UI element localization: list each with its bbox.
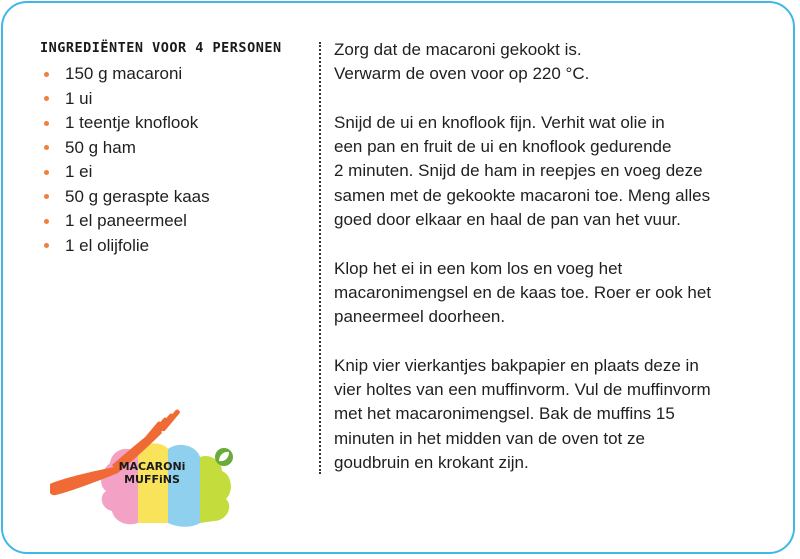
bullet-icon: [44, 145, 49, 150]
ingredient-item: 50 g geraspte kaas: [36, 185, 306, 210]
bullet-icon: [44, 72, 49, 77]
bullet-icon: [44, 121, 49, 126]
instruction-paragraph: Klop het ei in een kom los en voeg het macaronimengsel en de kaas toe. Roer er ook het paneermeel doorheen.: [334, 258, 712, 327]
instructions-section: [334, 38, 784, 500]
ingredient-item: 1 ei: [36, 160, 306, 185]
ingredient-item: 50 g ham: [36, 136, 306, 161]
bullet-icon: [44, 219, 49, 224]
leaf-icon: [215, 448, 233, 466]
ingredient-item: 1 teentje knoflook: [36, 111, 306, 136]
bullet-icon: [44, 170, 49, 175]
ingredient-item: 1 el paneermeel: [36, 209, 306, 234]
bullet-icon: [44, 194, 49, 199]
ingredient-item: 1 el olijfolie: [36, 234, 306, 259]
logo-title: MACARONi MUFFiNS: [118, 460, 186, 486]
instruction-paragraph: Zorg dat de macaroni gekookt is. Verwarm de oven voor op 220 °C.: [334, 40, 590, 84]
ingredients-title: INGREDIËNTEN VOOR 4 PERSONEN: [40, 40, 282, 56]
bullet-icon: [44, 243, 49, 248]
ingredients-list: [36, 62, 306, 258]
instruction-paragraph: Knip vier vierkantjes bakpapier en plaats deze in vier holtes van een muffinvorm. Vul de muffinvorm met het macaronimengsel. Bak de muffins 15 minuten in het midden van de oven tot ze goudbruin en krokant zijn.: [334, 355, 711, 473]
blob-green: [200, 456, 231, 523]
ingredients-section: [36, 40, 306, 258]
dotted-divider: [319, 42, 321, 474]
bullet-icon: [44, 96, 49, 101]
instruction-paragraph: Snijd de ui en knoflook fijn. Verhit wat olie in een pan en fruit de ui en knoflook gedurende 2 minuten. Snijd de ham in reepjes en voeg deze samen met de gekookte macaroni toe. Meng alles goed door elkaar en haal de pan van het vuur.: [334, 112, 711, 230]
ingredient-item: 1 ui: [36, 87, 306, 112]
ingredient-item: 150 g macaroni: [36, 62, 306, 87]
